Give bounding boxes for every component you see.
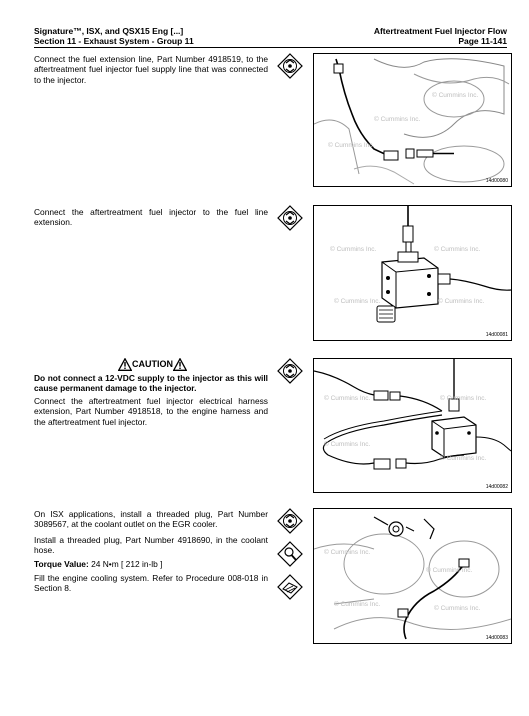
figure-electrical-harness-extension xyxy=(313,358,512,493)
connect-symbol-icon xyxy=(277,508,303,534)
figure-fuel-extension-line xyxy=(313,53,512,187)
watermark: © Cummins Inc. xyxy=(324,549,371,556)
watermark: © Cummins Inc. xyxy=(324,441,371,448)
figure-injector-to-line-extension xyxy=(313,205,512,341)
watermark: © Cummins Inc. xyxy=(328,142,375,149)
figure-id: 14d00081 xyxy=(485,332,508,338)
header-right xyxy=(374,26,507,46)
procedure-title: Aftertreatment Fuel Injector Flow xyxy=(373,26,507,36)
step-3-text: Connect the aftertreatment fuel injector electrical harness extension, Part Number 4918518, to the engine harness and the aftertreatment fuel injector. xyxy=(34,396,268,427)
step-1-text: Connect the fuel extension line, Part Number 4918519, to the aftertreatment fuel injector fuel supply line that was connected to the injector. xyxy=(34,54,268,85)
figure-id: 14d00082 xyxy=(485,484,508,490)
step-4-text: On ISX applications, install a threaded plug, Part Number 3089567, at the coolant outlet on the EGR cooler. xyxy=(34,509,268,530)
step-2-text: Connect the aftertreatment fuel injector to the fuel line extension. xyxy=(34,207,268,228)
watermark: © Cummins Inc. xyxy=(330,246,377,253)
connect-symbol-icon xyxy=(277,53,303,79)
header-divider xyxy=(34,47,507,48)
torque-spec xyxy=(34,559,268,569)
watermark: © Cummins Inc. xyxy=(434,246,481,253)
figure-id: 14d00083 xyxy=(485,635,508,641)
figure-threaded-plug xyxy=(313,508,512,644)
torque-label: Torque Value: xyxy=(34,559,89,569)
connect-symbol-icon xyxy=(277,205,303,231)
caution-label: CAUTION xyxy=(132,359,173,369)
watermark: © Cummins Inc. xyxy=(440,395,487,402)
caution-banner xyxy=(118,357,187,371)
watermark: © Cummins Inc. xyxy=(334,601,381,608)
watermark: © Cummins Inc. xyxy=(434,605,481,612)
torque-value: 24 N•m [ 212 in-lb ] xyxy=(91,559,163,569)
manual-title: Signature™, ISX, and QSX15 Eng [...] xyxy=(34,26,184,36)
warning-triangle-icon xyxy=(173,358,187,371)
watermark: © Cummins Inc. xyxy=(426,567,473,574)
watermark: © Cummins Inc. xyxy=(324,395,371,402)
watermark: © Cummins Inc. xyxy=(432,92,479,99)
step-4-text-2: Install a threaded plug, Part Number 4918690, in the coolant hose. xyxy=(34,535,268,556)
section-title: Section 11 - Exhaust System - Group 11 xyxy=(34,36,194,46)
caution-text xyxy=(34,373,268,394)
warning-triangle-icon xyxy=(118,358,132,371)
connect-symbol-icon xyxy=(277,358,303,384)
step-4-text-3: Fill the engine cooling system. Refer to Procedure 008-018 in Section 8. xyxy=(34,573,268,594)
header-left xyxy=(34,26,194,46)
page-number: Page 11-141 xyxy=(458,36,507,46)
torque-wrench-icon xyxy=(277,541,303,567)
fill-coolant-icon xyxy=(277,574,303,600)
watermark: © Cummins Inc. xyxy=(374,116,421,123)
figure-id: 14d00080 xyxy=(485,178,508,184)
watermark: © Cummins Inc. xyxy=(438,298,485,305)
watermark: © Cummins Inc. xyxy=(440,455,487,462)
watermark: © Cummins Inc. xyxy=(334,298,381,305)
caution-message: Do not connect a 12-VDC supply to the injector as this will cause permanent damage to the injector. xyxy=(34,373,268,394)
